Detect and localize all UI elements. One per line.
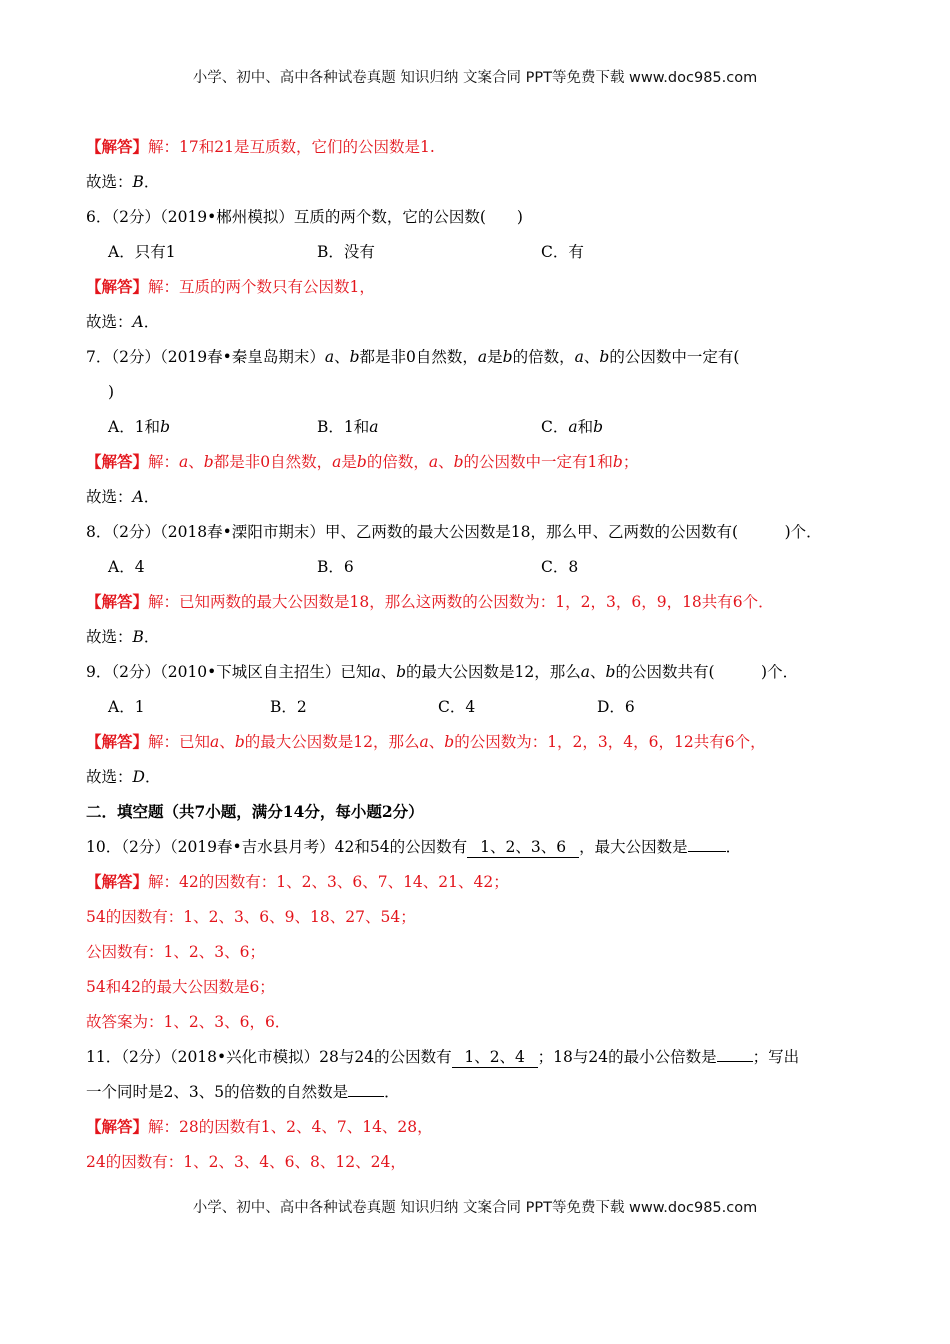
- solution-line: 【解答】解：17和21是互质数，它们的公因数是1.: [86, 137, 435, 156]
- question-7-options: [86, 414, 876, 449]
- option-a: A．1和b: [108, 418, 170, 436]
- question-9-options: [86, 694, 876, 729]
- answer-blank[interactable]: 1、2、4: [452, 1047, 538, 1068]
- question-11-solution: 【解答】解：28的因数有1、2、4、7、14、28，: [86, 1117, 433, 1136]
- option-a: A．只有1: [108, 243, 176, 261]
- page-footer: 小学、初中、高中各种试卷真题 知识归纳 文案合同 PPT等免费下载 www.doc985.com: [192, 1200, 758, 1216]
- option-a: A．1: [108, 698, 145, 716]
- answer-blank[interactable]: [717, 1061, 753, 1062]
- page-header: 小学、初中、高中各种试卷真题 知识归纳 文案合同 PPT等免费下载 www.doc985.com: [192, 70, 758, 86]
- question-11-stem: 11．（2分）（2018•兴化市模拟）28与24的公因数有 1、2、4 ；18与24的最小公倍数是 ；写出: [86, 1048, 800, 1066]
- answer-blank[interactable]: [688, 851, 726, 852]
- answer-line: 故选：B．: [86, 173, 160, 191]
- option-b: B．没有: [317, 243, 375, 261]
- option-c: C．8: [541, 558, 579, 576]
- question-6-options: [86, 239, 876, 274]
- question-6-stem: 6．（2分）（2019•郴州模拟）互质的两个数，它的公因数( ): [86, 208, 523, 226]
- question-7-solution: 【解答】解：a、b都是非0自然数，a是b的倍数，a、b的公因数中一定有1和b；: [86, 452, 639, 471]
- option-c: C．4: [438, 698, 476, 716]
- solution-line: 故答案为：1、2、3、6，6．: [86, 1013, 291, 1031]
- solution-line: 24的因数有：1、2、3、4、6、8、12、24，: [86, 1153, 406, 1171]
- question-9-answer: 故选：D．: [86, 768, 161, 786]
- question-10-solution: 【解答】解：42的因数有：1、2、3、6、7、14、21、42；: [86, 872, 509, 891]
- question-6-solution: 【解答】解：互质的两个数只有公因数1，: [86, 277, 375, 296]
- solution-line: 54和42的最大公因数是6；: [86, 978, 275, 996]
- solution-line: 54的因数有：1、2、3、6、9、18、27、54；: [86, 908, 416, 926]
- question-8-solution: 【解答】解：已知两数的最大公因数是18，那么这两数的公因数为：1，2，3，6，9，18共有6个．: [86, 592, 774, 611]
- document-body: [86, 134, 876, 1184]
- question-11-stem-line2: 一个同时是2、3、5的倍数的自然数是 ．: [86, 1083, 400, 1101]
- answer-blank[interactable]: 1、2、3、6: [467, 837, 579, 858]
- question-8-stem: 8．（2分）（2018春•溧阳市期末）甲、乙两数的最大公因数是18，那么甲、乙两数的公因数有( )个．: [86, 523, 822, 541]
- option-d: D．6: [597, 698, 635, 716]
- question-9-solution: 【解答】解：已知a、b的最大公因数是12，那么a、b的公因数为：1，2，3，4，6，12共有6个，: [86, 732, 766, 751]
- option-a: A．4: [108, 558, 145, 576]
- question-8-answer: 故选：B．: [86, 628, 160, 646]
- question-7-answer: 故选：A．: [86, 488, 160, 506]
- section-title: 二．填空题（共7小题，满分14分，每小题2分）: [86, 802, 424, 821]
- option-b: B．2: [270, 698, 307, 716]
- solution-line: 公因数有：1、2、3、6；: [86, 943, 265, 961]
- option-c: C．a和b: [541, 418, 604, 436]
- question-9-stem: 9．（2分）（2010•下城区自主招生）已知a、b的最大公因数是12，那么a、b的公因数共有( )个．: [86, 663, 799, 681]
- answer-blank[interactable]: [348, 1096, 384, 1097]
- option-b: B．6: [317, 558, 354, 576]
- question-7-stem-close: ): [108, 383, 115, 401]
- option-b: B．1和a: [317, 418, 379, 436]
- question-7-stem: 7．（2分）（2019春•秦皇岛期末）a、b都是非0自然数，a是b的倍数，a、b的公因数中一定有(: [86, 348, 740, 366]
- question-10-stem: 10．（2分）（2019春•吉水县月考）42和54的公因数有 1、2、3、6 ，最大公因数是 ．: [86, 838, 742, 856]
- question-6-answer: 故选：A．: [86, 313, 160, 331]
- question-8-options: [86, 554, 876, 589]
- option-c: C．有: [541, 243, 584, 261]
